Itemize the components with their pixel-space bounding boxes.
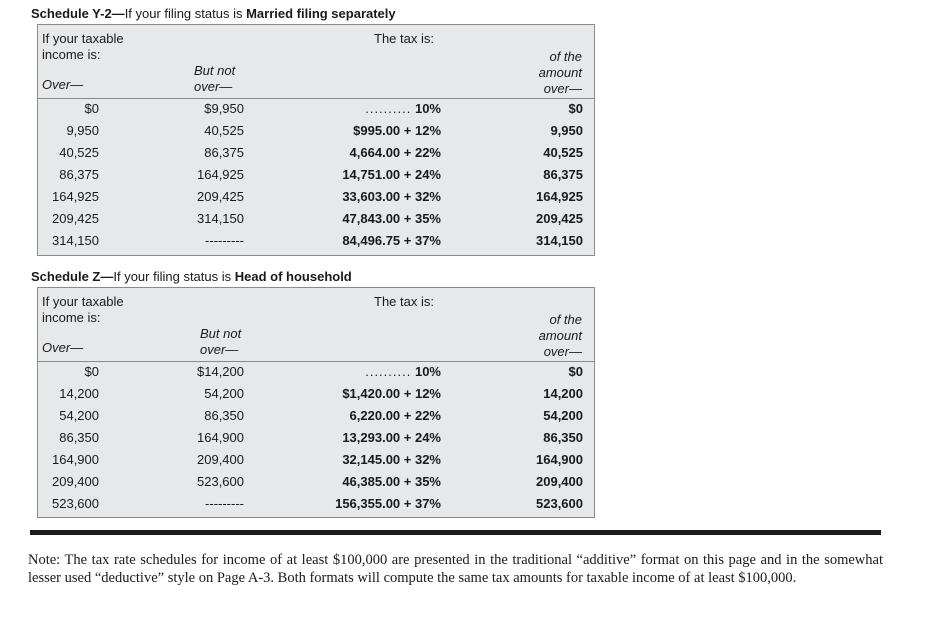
header-of-the-amount-over: of the amount over— xyxy=(538,312,582,359)
row-amount-over: $0 xyxy=(568,364,583,379)
row-over: 86,350 xyxy=(59,430,99,445)
header-tax-is: The tax is: xyxy=(374,294,434,309)
row-amount-over: 86,350 xyxy=(543,430,583,445)
row-amount-over: 86,375 xyxy=(543,167,583,182)
row-tax: .......... 10% xyxy=(365,101,441,116)
row-tax: 84,496.75 + 37% xyxy=(342,233,441,248)
section-divider xyxy=(30,530,881,535)
row-over: 164,900 xyxy=(52,452,99,467)
header-if-taxable: If your taxable income is: xyxy=(42,294,124,325)
row-amount-over: 164,900 xyxy=(536,452,583,467)
header-over: Over— xyxy=(42,77,84,92)
row-over: 9,950 xyxy=(66,123,99,138)
row-tax: 13,293.00 + 24% xyxy=(342,430,441,445)
row-but-not: 314,150 xyxy=(197,211,244,226)
row-but-not: 209,400 xyxy=(197,452,244,467)
row-but-not: 86,375 xyxy=(204,145,244,160)
schedule-z xyxy=(31,269,595,518)
row-tax: 46,385.00 + 35% xyxy=(342,474,441,489)
schedule-table xyxy=(37,24,595,256)
row-tax: $1,420.00 + 12% xyxy=(342,386,441,401)
schedule-y2 xyxy=(31,6,595,256)
row-but-not: --------- xyxy=(205,233,244,248)
schedule-title: Schedule Y-2—If your filing status is Married filing separately xyxy=(31,6,396,21)
row-tax: 14,751.00 + 24% xyxy=(342,167,441,182)
row-tax: .......... 10% xyxy=(365,364,441,379)
row-amount-over: 209,400 xyxy=(536,474,583,489)
header-of-the-amount-over: of the amount over— xyxy=(538,49,582,96)
row-amount-over: $0 xyxy=(568,101,583,116)
row-over: $0 xyxy=(84,364,99,379)
row-tax: 32,145.00 + 32% xyxy=(342,452,441,467)
footnote: Note: The tax rate schedules for income of at least $100,000 are presented in the traditional “additive” format on this page and in the somewhat lesser used “deductive” style on Page A-3. Both formats will compute the same tax amounts for taxable income of at least $100,000. xyxy=(28,552,883,586)
row-over: 14,200 xyxy=(59,386,99,401)
row-amount-over: 9,950 xyxy=(550,123,583,138)
row-over: 40,525 xyxy=(59,145,99,160)
row-over: 314,150 xyxy=(52,233,99,248)
row-amount-over: 54,200 xyxy=(543,408,583,423)
row-but-not: --------- xyxy=(205,496,244,511)
row-tax: 47,843.00 + 35% xyxy=(342,211,441,226)
row-over: 164,925 xyxy=(52,189,99,204)
schedule-title: Schedule Z—If your filing status is Head of household xyxy=(31,269,352,284)
row-but-not: 164,900 xyxy=(197,430,244,445)
row-over: 86,375 xyxy=(59,167,99,182)
header-but-not: But not over— xyxy=(200,326,242,357)
row-over: 209,425 xyxy=(52,211,99,226)
header-divider xyxy=(38,361,594,362)
row-but-not: $9,950 xyxy=(204,101,244,116)
row-but-not: 54,200 xyxy=(204,386,244,401)
row-tax: 6,220.00 + 22% xyxy=(349,408,441,423)
row-but-not: 86,350 xyxy=(204,408,244,423)
header-but-not: But not over— xyxy=(194,63,236,94)
row-amount-over: 40,525 xyxy=(543,145,583,160)
row-but-not: $14,200 xyxy=(197,364,244,379)
row-tax: 156,355.00 + 37% xyxy=(335,496,441,511)
row-tax: $995.00 + 12% xyxy=(353,123,441,138)
header-over: Over— xyxy=(42,340,84,355)
row-but-not: 164,925 xyxy=(197,167,244,182)
row-over: 209,400 xyxy=(52,474,99,489)
row-amount-over: 164,925 xyxy=(536,189,583,204)
header-if-taxable: If your taxable income is: xyxy=(42,31,124,62)
row-amount-over: 523,600 xyxy=(536,496,583,511)
row-over: 523,600 xyxy=(52,496,99,511)
header-divider xyxy=(38,98,594,99)
schedule-table xyxy=(37,287,595,518)
row-but-not: 523,600 xyxy=(197,474,244,489)
row-over: $0 xyxy=(84,101,99,116)
row-amount-over: 314,150 xyxy=(536,233,583,248)
row-over: 54,200 xyxy=(59,408,99,423)
row-amount-over: 14,200 xyxy=(543,386,583,401)
row-amount-over: 209,425 xyxy=(536,211,583,226)
row-tax: 4,664.00 + 22% xyxy=(349,145,441,160)
row-tax: 33,603.00 + 32% xyxy=(342,189,441,204)
header-tax-is: The tax is: xyxy=(374,31,434,46)
row-but-not: 209,425 xyxy=(197,189,244,204)
row-but-not: 40,525 xyxy=(204,123,244,138)
